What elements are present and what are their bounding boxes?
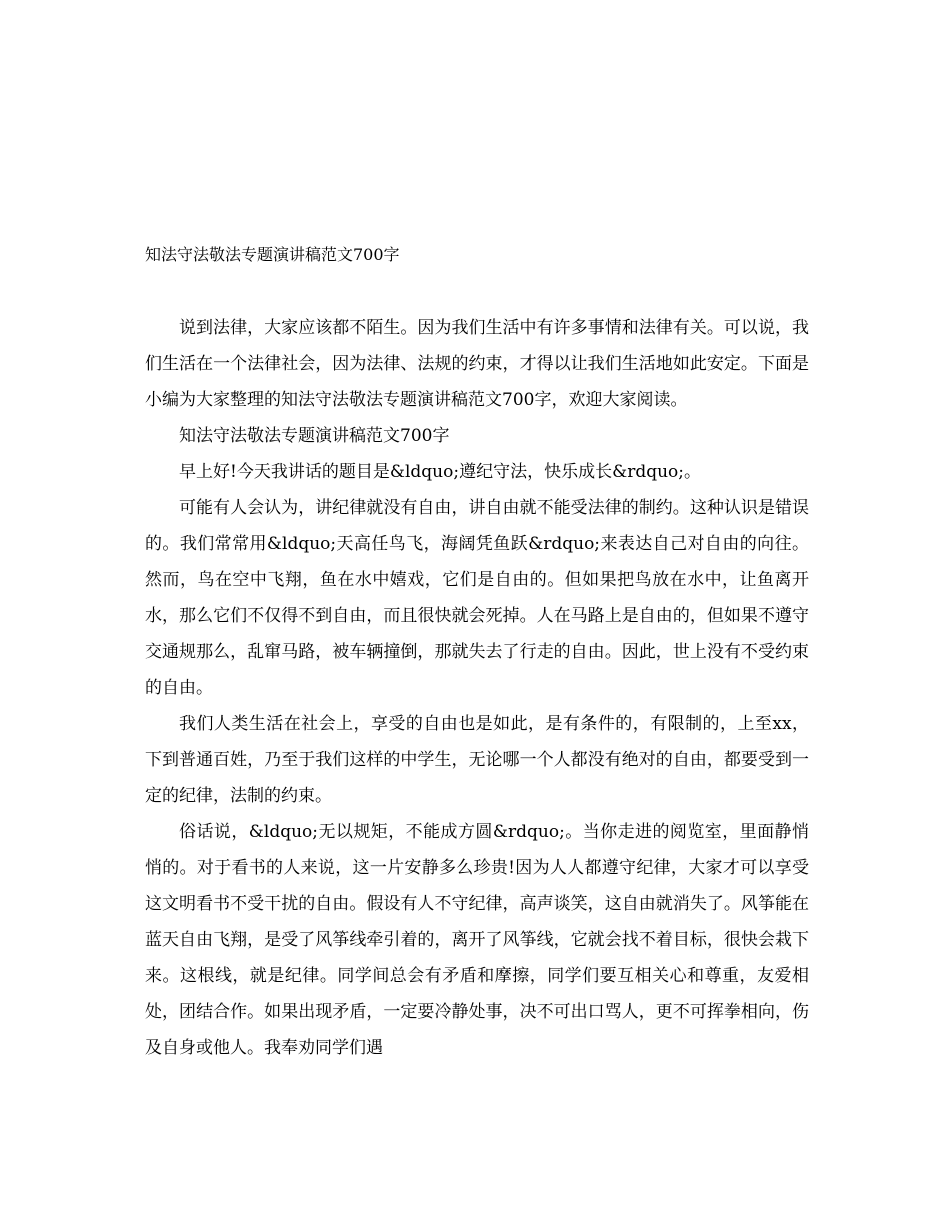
proverb-paragraph: 俗话说，&ldquo;无以规矩，不能成方圆&rdquo;。当你走进的阅览室，里面静悄悄的。对于看书的人来说，这一片安静多么珍贵!因为人人都遵守纪律，大家才可以享受这文明看书不受干扰的自由。假设有人不守纪律，高声谈笑，这自由就消失了。风筝能在蓝天自由飞翔，是受了风筝线牵引着的，离开了风筝线，它就会找不着目标，很快会栽下来。这根线，就是纪律。同学间总会有矛盾和摩擦，同学们要互相关心和尊重，友爱相处，团结合作。如果出现矛盾，一定要冷静处事，决不可出口骂人，更不可挥拳相向，伤及自身或他人。我奉劝同学们遇 bbox=[145, 822, 809, 1058]
document-title: 知法守法敬法专题演讲稿范文700字 bbox=[145, 245, 400, 264]
section-heading: 知法守法敬法专题演讲稿范文700字 bbox=[179, 426, 450, 446]
intro-paragraph: 说到法律，大家应该都不陌生。因为我们生活中有许多事情和法律有关。可以说，我们生活在一个法律社会，因为法律、法规的约束，才得以让我们生活地如此安定。下面是小编为大家整理的知法守法敬法专题演讲稿范文700字，欢迎大家阅读。 bbox=[145, 318, 809, 410]
freedom-paragraph: 可能有人会认为，讲纪律就没有自由，讲自由就不能受法律的制约。这种认识是错误的。我们常常用&ldquo;天高任鸟飞，海阔凭鱼跃&rdquo;来表达自己对自由的向往。然而，鸟在空中飞翔，鱼在水中嬉戏，它们是自由的。但如果把鸟放在水中，让鱼离开水，那么它们不仅得不到自由，而且很快就会死掉。人在马路上是自由的，但如果不遵守交通规那么，乱窜马路，被车辆撞倒，那就失去了行走的自由。因此，世上没有不受约束的自由。 bbox=[145, 498, 809, 698]
greeting-paragraph: 早上好!今天我讲话的题目是&ldquo;遵纪守法，快乐成长&rdquo;。 bbox=[179, 462, 702, 482]
document-body bbox=[145, 310, 809, 1066]
society-paragraph: 我们人类生活在社会上，享受的自由也是如此，是有条件的，有限制的，上至xx，下到普通百姓，乃至于我们这样的中学生，无论哪一个人都没有绝对的自由，都要受到一定的纪律，法制的约束。 bbox=[145, 714, 809, 806]
